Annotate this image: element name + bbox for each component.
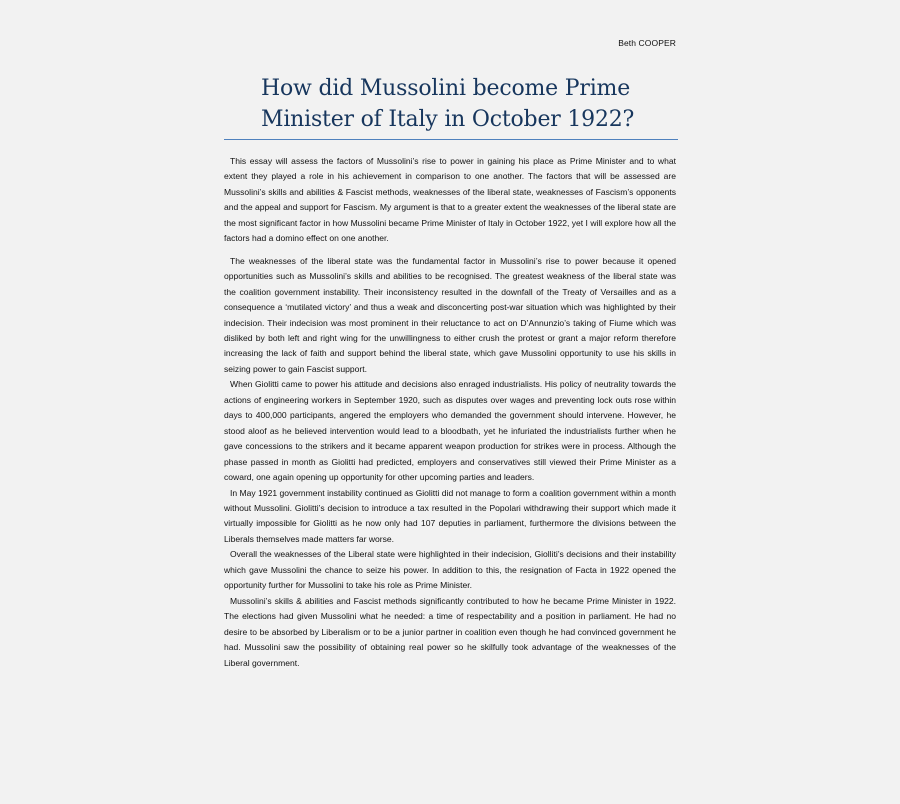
paragraph-giolitti: When Giolitti came to power his attitude and decisions also enraged industrialists. His policy of neutrality towards the actions of engineering workers in September 1920, such as disputes over wages and preventing lock outs rose within days to 400,000 participants, angered the employers who demanded the government should intervene. However, he stood aloof as he believed intervention would lead to a bloodbath, yet he infuriated the industrialists further when he gave concessions to the strikers and it became apparent weapon production for strikes were in process. Although the phase passed in month as Giolitti had predicted, employers and conservatives still viewed their Prime Minister as a coward, one again opening up opportunity for other upcoming parties and leaders. [224, 379, 676, 483]
paragraph-intro: This essay will assess the factors of Mussolini’s rise to power in gaining his place as Prime Minister and to what extent they played a role in his achievement in comparison to one another. The factors that will be assessed are Mussolini’s skills and abilities & Fascist methods, weaknesses of the liberal state, weaknesses of Fascism’s opponents and the appeal and support for Fascism. My argument is that to a greater extent the weaknesses of the liberal state are the most significant factor in how Mussolini became Prime Minister of Italy in October 1922, yet I will explore how all the factors had a domino effect on one another. [224, 156, 676, 244]
paragraph-may-1921: In May 1921 government instability continued as Giolitti did not manage to form a coalition government within a month without Mussolini. Giolitti’s decision to introduce a tax resulted in the Popolari withdrawing their support which made it virtually impossible for Giolitti as he now only had 107 deputies in parliament, furthermore the divisions between the Liberals themselves made matters far worse. [224, 487, 676, 544]
title-line-2: Minister of Italy in October 1922? [261, 107, 635, 132]
document-title [261, 73, 691, 135]
author-name: Beth COOPER [618, 38, 676, 48]
paragraph-liberal-state: The weaknesses of the liberal state was the fundamental factor in Mussolini’s rise to power because it opened opportunities such as Mussolini’s skills and abilities to be recognised. The greatest weakness of the liberal state was the coalition government instability. Their inconsistency resulted in the downfall of the Treaty of Versailles and as a consequence a ‘mutilated victory’ and thus a weak and disconcerting post-war situation which was highlighted by their indecision. Their indecision was most prominent in their reluctance to act on D’Annunzio’s taking of Fiume which was disliked by both left and right wing for the unwillingness to either crush the protest or grant a major reform therefore increasing the lack of faith and support behind the liberal state, which gave Mussolini opportunity to use his skills in seizing power to gain Fascist support. [224, 255, 676, 374]
paragraph-mussolini-skills: Mussolini’s skills & abilities and Fascist methods significantly contributed to how he became Prime Minister in 1922. The elections had given Mussolini what he needed: a time of respectability and a position in parliament. He had no desire to be absorbed by Liberalism or to be a junior partner in coalition even though he had convinced government he had. Mussolini saw the possibility of obtaining real power so he skilfully took advantage of the weaknesses of the Liberal government. [224, 595, 676, 668]
essay-body [224, 154, 676, 671]
paragraph-overall: Overall the weaknesses of the Liberal state were highlighted in their indecision, Giolliti’s decisions and their instability which gave Mussolini the chance to seize his power. In addition to this, the resignation of Facta in 1922 opened the opportunity further for Mussolini to take his role as Prime Minister. [224, 549, 676, 591]
title-underline [224, 139, 678, 140]
title-line-1: How did Mussolini become Prime [261, 76, 631, 101]
